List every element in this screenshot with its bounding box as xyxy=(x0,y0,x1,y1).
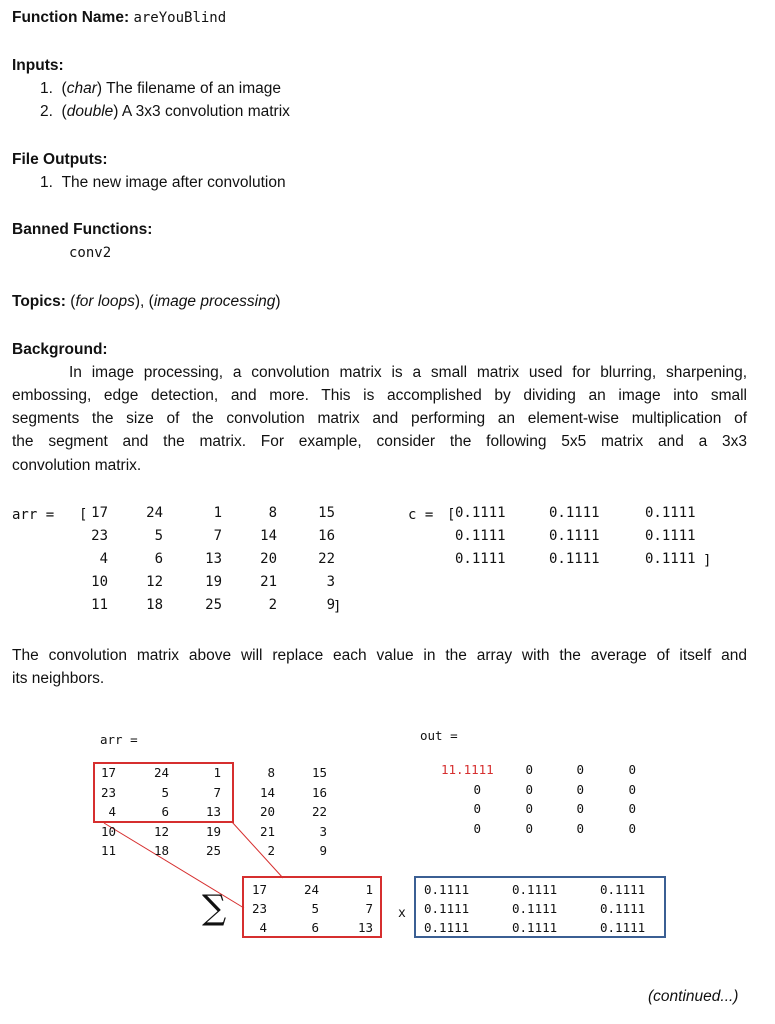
input-item-2: 2. (double) A 3x3 convolution matrix xyxy=(40,103,290,120)
segment-cell: 5 xyxy=(311,901,319,916)
segment-cell: 13 xyxy=(357,920,373,935)
c-cell: 0.1111 xyxy=(455,551,506,567)
input-item-num: 2. xyxy=(40,103,53,120)
output-item-num: 1. xyxy=(40,174,53,191)
out-cell: 0 xyxy=(473,801,481,816)
diagram-arr-cell: 18 xyxy=(153,843,169,858)
input-item-desc: The filename of an image xyxy=(102,80,281,97)
explanation-line: its neighbors. xyxy=(12,670,105,687)
out-cell: 0 xyxy=(628,781,636,797)
out-cell: 0 xyxy=(628,801,636,816)
diagram-arr-cell: 20 xyxy=(259,804,275,819)
inputs-heading: Inputs: xyxy=(12,57,64,74)
input-item-desc: A 3x3 convolution matrix xyxy=(118,103,290,120)
diagram-arr-cell: 23 xyxy=(100,784,116,800)
arr-cell: 2 xyxy=(268,597,277,613)
diagram-arr-cell: 2 xyxy=(267,843,275,858)
input-item-type: double xyxy=(66,103,114,120)
c-cell: 0.1111 xyxy=(549,505,600,521)
diagram-arr-cell: 7 xyxy=(213,784,221,800)
conv-cell: 0.1111 xyxy=(600,901,646,916)
diagram-arr-cell: 6 xyxy=(161,804,169,819)
arr-cell: 9 xyxy=(326,597,335,613)
out-cell: 0 xyxy=(473,781,481,797)
diagram-arr-cell: 16 xyxy=(311,784,327,800)
arr-cell: 10 xyxy=(91,574,108,590)
arr-cell: 7 xyxy=(213,528,222,544)
arr-open-bracket: [ xyxy=(79,507,88,523)
out-cell: 0 xyxy=(525,781,533,797)
topic-item: for loops xyxy=(75,293,135,310)
c-cell: 0.1111 xyxy=(549,528,600,544)
arr-cell: 25 xyxy=(205,597,222,613)
segment-cell: 24 xyxy=(303,882,319,897)
segment-cell: 1 xyxy=(365,882,373,897)
conv-cell: 0.1111 xyxy=(512,920,558,935)
arr-cell: 6 xyxy=(154,551,163,567)
arr-cell: 13 xyxy=(205,551,222,567)
diagram-out-label: out = xyxy=(420,728,458,743)
background-heading: Background: xyxy=(12,341,108,358)
arr-cell: 19 xyxy=(205,574,222,590)
c-cell: 0.1111 xyxy=(455,528,506,544)
function-name-value: areYouBlind xyxy=(133,10,227,26)
diagram-arr-cell: 22 xyxy=(311,804,327,819)
c-cell: 0.1111 xyxy=(455,505,506,521)
diagram-arr-cell: 4 xyxy=(108,804,116,819)
outputs-heading: File Outputs: xyxy=(12,151,108,168)
continued-note: (continued...) xyxy=(648,988,739,1005)
c-open-bracket: [ xyxy=(447,507,456,523)
c-close-bracket: ] xyxy=(703,553,712,569)
arr-cell: 11 xyxy=(91,597,108,613)
arr-cell: 4 xyxy=(99,551,108,567)
topics-label: Topics: xyxy=(12,293,66,310)
topics-line: Topics: (for loops), (image processing) xyxy=(12,293,281,310)
arr-cell: 14 xyxy=(260,528,277,544)
conv-cell: 0.1111 xyxy=(600,882,646,897)
segment-cell: 4 xyxy=(259,920,267,935)
diagram-arr-cell: 5 xyxy=(161,784,169,800)
arr-cell: 20 xyxy=(260,551,277,567)
sum-symbol: ∑ xyxy=(202,888,227,928)
topic-item: image processing xyxy=(153,293,276,310)
arr-cell: 3 xyxy=(326,574,335,590)
out-cell: 11.1111 xyxy=(441,762,494,777)
times-symbol: x xyxy=(398,906,406,921)
segment-cell: 6 xyxy=(311,920,319,935)
background-line: In image processing, a convolution matrix is a small matrix used for blurring, sharpening, xyxy=(69,364,747,381)
arr-cell: 23 xyxy=(91,528,108,544)
arr-cell: 12 xyxy=(146,574,163,590)
c-cell: 0.1111 xyxy=(645,505,696,521)
arr-cell: 8 xyxy=(268,505,277,521)
diagram-arr-cell: 21 xyxy=(259,823,275,839)
arr-cell: 22 xyxy=(318,551,335,567)
explanation-line: The convolution matrix above will replace each value in the array with the average of itself and xyxy=(12,647,747,664)
input-item-num: 1. xyxy=(40,80,53,97)
diagram-arr-cell: 17 xyxy=(100,765,116,780)
diagram-arr-cell: 13 xyxy=(205,804,221,819)
conv-cell: 0.1111 xyxy=(600,920,646,935)
output-item-desc: The new image after convolution xyxy=(61,174,286,191)
diagram-arr-cell: 24 xyxy=(153,765,169,780)
arr-cell: 1 xyxy=(213,505,222,521)
segment-cell: 17 xyxy=(251,882,267,897)
diagram-arr-cell: 12 xyxy=(153,823,169,839)
background-line: convolution matrix. xyxy=(12,457,142,474)
arr-cell: 21 xyxy=(260,574,277,590)
diagram-arr-cell: 3 xyxy=(319,823,327,839)
arr-cell: 16 xyxy=(318,528,335,544)
out-cell: 0 xyxy=(576,801,584,816)
input-item-1: 1. (char) The filename of an image xyxy=(40,80,281,97)
conv-cell: 0.1111 xyxy=(424,882,470,897)
background-line: the segment and the matrix. For example, consider the following 5x5 matrix and a 3x3 xyxy=(12,433,747,450)
out-cell: 0 xyxy=(628,762,636,777)
out-cell: 0 xyxy=(576,762,584,777)
diagram-arr-cell: 10 xyxy=(100,823,116,839)
diagram-arr-cell: 25 xyxy=(205,843,221,858)
diagram-arr-cell: 11 xyxy=(100,843,116,858)
c-cell: 0.1111 xyxy=(645,551,696,567)
banned-heading: Banned Functions: xyxy=(12,221,153,238)
diagram-arr-cell: 14 xyxy=(259,784,275,800)
conv-cell: 0.1111 xyxy=(424,901,470,916)
diagram-arr-cell: 8 xyxy=(267,765,275,780)
arr-label: arr = xyxy=(12,507,55,523)
background-line: segments the size of the convolution matrix and performing an element-wise multiplication of xyxy=(12,410,747,427)
out-cell: 0 xyxy=(576,781,584,797)
arr-cell: 5 xyxy=(154,528,163,544)
arr-cell: 15 xyxy=(318,505,335,521)
input-item-type: char xyxy=(66,80,97,97)
arr-cell: 24 xyxy=(146,505,163,521)
diagram-arr-cell: 19 xyxy=(205,823,221,839)
banned-function: conv2 xyxy=(69,245,112,261)
segment-cell: 7 xyxy=(365,901,373,916)
out-cell: 0 xyxy=(525,801,533,816)
arr-cell: 17 xyxy=(91,505,108,521)
conv-cell: 0.1111 xyxy=(424,920,470,935)
conv-cell: 0.1111 xyxy=(512,882,558,897)
diagram-arr-cell: 15 xyxy=(311,765,327,780)
function-name-label: Function Name: xyxy=(12,9,130,26)
diagram-arr-cell: 1 xyxy=(213,765,221,780)
out-cell: 0 xyxy=(576,820,584,836)
out-cell: 0 xyxy=(628,820,636,836)
segment-cell: 23 xyxy=(251,901,267,916)
diagram-arr-label: arr = xyxy=(100,732,138,747)
arr-close-bracket: ] xyxy=(333,599,342,615)
out-cell: 0 xyxy=(525,762,533,777)
c-cell: 0.1111 xyxy=(549,551,600,567)
out-cell: 0 xyxy=(473,820,481,836)
c-cell: 0.1111 xyxy=(645,528,696,544)
arr-cell: 18 xyxy=(146,597,163,613)
out-cell: 0 xyxy=(525,820,533,836)
conv-cell: 0.1111 xyxy=(512,901,558,916)
c-label: c = xyxy=(408,507,434,523)
diagram-arr-cell: 9 xyxy=(319,843,327,858)
background-line: embossing, edge detection, and more. This is accomplished by dividing an image into small xyxy=(12,387,747,404)
